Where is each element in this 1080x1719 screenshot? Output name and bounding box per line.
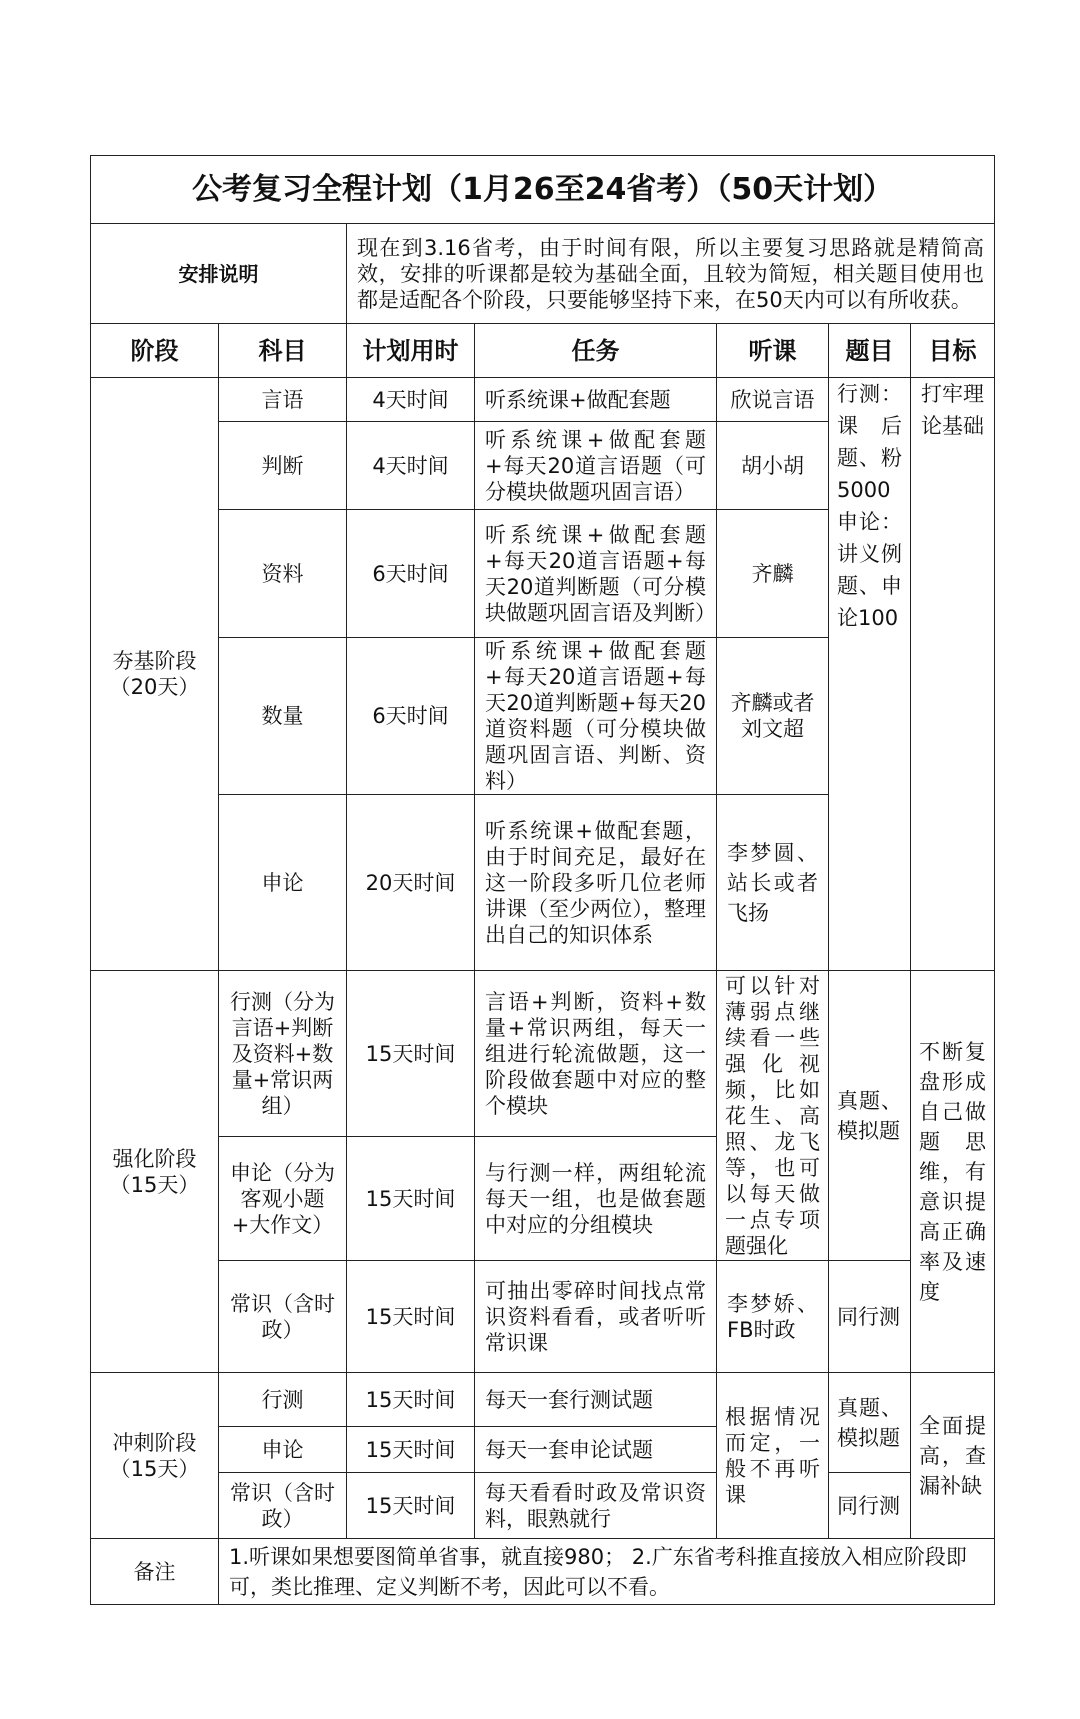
- header-stage: 阶段: [91, 324, 219, 378]
- subject-cell: 常识（含时政）: [219, 1473, 347, 1539]
- table-row: [91, 971, 995, 1137]
- course-cell: 可以针对薄弱点继续看一些强化视频，比如花生、高照、龙飞等，也可以每天做一点专项题强化: [717, 971, 829, 1261]
- task-cell: 听系统课+做配套题，由于时间充足，最好在这一阶段多听几位老师讲课（至少两位），整理出自己的知识体系: [475, 795, 717, 971]
- header-time: 计划用时: [347, 324, 475, 378]
- goal-cell: 打牢理论基础: [911, 378, 995, 971]
- subject-cell: 行测: [219, 1373, 347, 1427]
- table-row: [91, 1261, 995, 1373]
- task-cell: 每天一套行测试题: [475, 1373, 717, 1427]
- header-subject: 科目: [219, 324, 347, 378]
- intro-text: 现在到3.16省考，由于时间有限，所以主要复习思路就是精简高效，安排的听课都是较为基础全面，且较为简短，相关题目使用也都是适配各个阶段，只要能够坚持下来，在50天内可以有所收获。: [347, 224, 995, 324]
- time-cell: 15天时间: [347, 1261, 475, 1373]
- intro-label: 安排说明: [91, 224, 347, 324]
- table-row: [91, 1473, 995, 1539]
- time-cell: 4天时间: [347, 378, 475, 422]
- time-cell: 15天时间: [347, 1137, 475, 1261]
- stage-name: 强化阶段（15天）: [91, 971, 219, 1373]
- questions-cell: 真题、模拟题: [829, 1373, 911, 1473]
- course-cell: 胡小胡: [717, 422, 829, 510]
- notes-row: [91, 1539, 995, 1605]
- notes-label: 备注: [91, 1539, 219, 1605]
- course-cell: 李梦圆、站长或者飞扬: [717, 795, 829, 971]
- task-cell: 言语+判断，资料+数量+常识两组，每天一组进行轮流做题，这一阶段做套题中对应的整个模块: [475, 971, 717, 1137]
- time-cell: 15天时间: [347, 971, 475, 1137]
- questions-cell: 真题、模拟题: [829, 971, 911, 1261]
- subject-cell: 申论: [219, 1427, 347, 1473]
- subject-cell: 申论（分为客观小题+大作文）: [219, 1137, 347, 1261]
- header-task: 任务: [475, 324, 717, 378]
- questions-cell: 行测：课后题、粉5000 申论：讲义例题、申论100: [829, 378, 911, 971]
- task-cell: 听系统课+做配套题+每天20道言语题（可分模块做题巩固言语）: [475, 422, 717, 510]
- subject-cell: 资料: [219, 510, 347, 638]
- course-cell: 李梦娇、FB时政: [717, 1261, 829, 1373]
- table-row: [91, 1373, 995, 1427]
- goal-cell: 全面提高，查漏补缺: [911, 1373, 995, 1539]
- stage-name: 夯基阶段（20天）: [91, 378, 219, 971]
- study-plan-table: [90, 155, 995, 1605]
- time-cell: 4天时间: [347, 422, 475, 510]
- subject-cell: 判断: [219, 422, 347, 510]
- header-row: [91, 324, 995, 378]
- task-cell: 听系统课+做配套题: [475, 378, 717, 422]
- task-cell: 可抽出零碎时间找点常识资料看看，或者听听常识课: [475, 1261, 717, 1373]
- task-cell: 每天一套申论试题: [475, 1427, 717, 1473]
- task-cell: 每天看看时政及常识资料，眼熟就行: [475, 1473, 717, 1539]
- subject-cell: 言语: [219, 378, 347, 422]
- time-cell: 20天时间: [347, 795, 475, 971]
- table-row: [91, 378, 995, 422]
- task-cell: 听系统课+做配套题+每天20道言语题+每天20道判断题+每天20道资料题（可分模块做题巩固言语、判断、资料）: [475, 638, 717, 795]
- header-goal: 目标: [911, 324, 995, 378]
- task-cell: 听系统课+做配套题+每天20道言语题+每天20道判断题（可分模块做题巩固言语及判断）: [475, 510, 717, 638]
- course-cell: 齐麟或者刘文超: [717, 638, 829, 795]
- questions-cell: 同行测: [829, 1261, 911, 1373]
- intro-row: [91, 224, 995, 324]
- header-course: 听课: [717, 324, 829, 378]
- course-cell: 齐麟: [717, 510, 829, 638]
- time-cell: 6天时间: [347, 510, 475, 638]
- time-cell: 15天时间: [347, 1427, 475, 1473]
- subject-cell: 常识（含时政）: [219, 1261, 347, 1373]
- course-cell: 欣说言语: [717, 378, 829, 422]
- goal-cell: 不断复盘形成自己做题思维，有意识提高正确率及速度: [911, 971, 995, 1373]
- stage-name: 冲刺阶段（15天）: [91, 1373, 219, 1539]
- notes-text: 1.听课如果想要图简单省事，就直接980； 2.广东省考科推直接放入相应阶段即可，类比推理、定义判断不考，因此可以不看。: [219, 1539, 995, 1605]
- time-cell: 15天时间: [347, 1473, 475, 1539]
- questions-cell: 同行测: [829, 1473, 911, 1539]
- page-title: 公考复习全程计划（1月26至24省考）（50天计划）: [91, 156, 995, 224]
- task-cell: 与行测一样，两组轮流每天一组，也是做套题中对应的分组模块: [475, 1137, 717, 1261]
- title-row: [91, 156, 995, 224]
- subject-cell: 申论: [219, 795, 347, 971]
- time-cell: 15天时间: [347, 1373, 475, 1427]
- subject-cell: 数量: [219, 638, 347, 795]
- course-cell: 根据情况而定，一般不再听课: [717, 1373, 829, 1539]
- subject-cell: 行测（分为言语+判断及资料+数量+常识两组）: [219, 971, 347, 1137]
- header-questions: 题目: [829, 324, 911, 378]
- time-cell: 6天时间: [347, 638, 475, 795]
